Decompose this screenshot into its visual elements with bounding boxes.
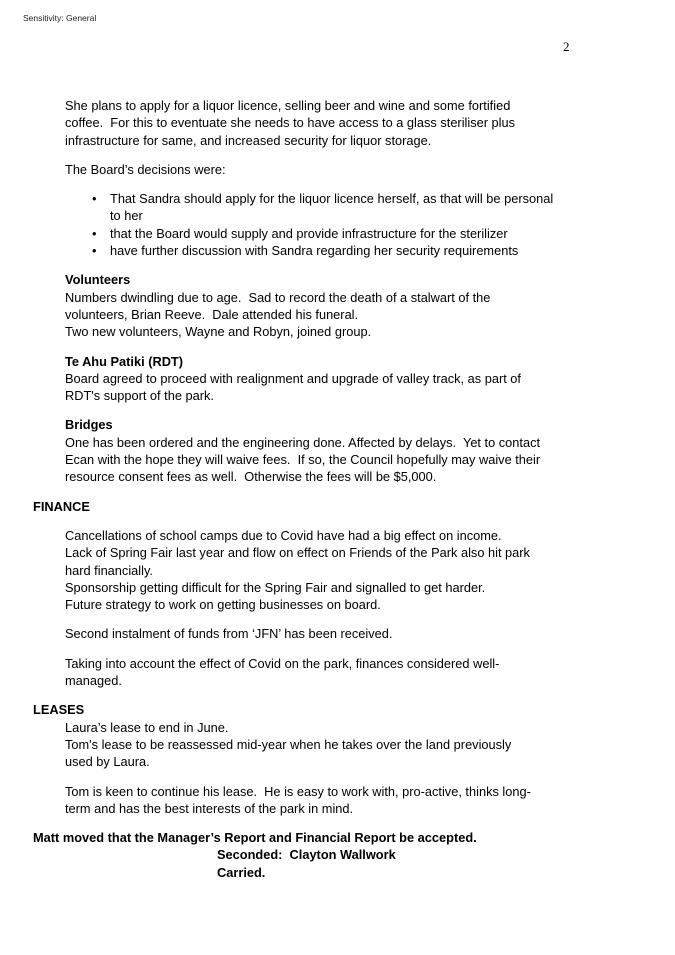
sensitivity-label: Sensitivity: General: [23, 13, 97, 23]
spacer: [33, 771, 653, 783]
text-line: used by Laura.: [65, 754, 150, 770]
motion-seconded-line: Seconded: Clayton Wallwork: [217, 847, 396, 863]
list-item-text: [110, 225, 653, 242]
text-line: have further discussion with Sandra regarding her security requirements: [110, 243, 519, 259]
section-heading-bridges: Bridges: [65, 417, 113, 433]
decision-bullet-list: [92, 190, 653, 259]
paragraph-finance-1: [65, 527, 653, 613]
section-te-ahu-patiki: [65, 353, 653, 405]
spacer: [33, 404, 653, 416]
list-item: [92, 225, 653, 242]
text-line: Board agreed to proceed with realignment and upgrade of valley track, as part of: [65, 370, 521, 386]
text-line: Ecan with the hope they will waive fees. If so, the Council hopefully may waive their: [65, 452, 541, 468]
spacer: [33, 515, 653, 527]
text-line: coffee. For this to eventuate she needs to have access to a glass steriliser plus: [65, 115, 516, 131]
paragraph-liquor-licence: [65, 97, 653, 149]
spacer: [33, 817, 653, 829]
text-line: That Sandra should apply for the liquor licence herself, as that will be personal: [110, 191, 554, 207]
section-bridges: [65, 416, 653, 485]
paragraph-finance-2: [65, 625, 653, 642]
paragraph-decisions-intro: [65, 161, 653, 178]
paragraph-leases-2: [65, 783, 653, 818]
text-line: Lack of Spring Fair last year and flow on effect on Friends of the Park also hit park: [65, 545, 530, 561]
text-line: infrastructure for same, and increased security for liquor storage.: [65, 132, 432, 148]
motion-block: [33, 829, 653, 881]
spacer: [33, 149, 653, 161]
text-line: RDT's support of the park.: [65, 388, 214, 404]
section-heading-finance: FINANCE: [33, 498, 90, 514]
text-line: Tom's lease to be reassessed mid-year when he takes over the land previously: [65, 736, 512, 752]
text-line: Cancellations of school camps due to Covid have had a big effect on income.: [65, 527, 502, 543]
motion-carried-line: Carried.: [217, 864, 266, 880]
text-line: volunteers, Brian Reeve. Dale attended his funeral.: [65, 306, 359, 322]
spacer: [33, 178, 653, 190]
list-item: [92, 190, 653, 225]
spacer: [33, 341, 653, 353]
list-item-text: [110, 242, 653, 259]
text-line: One has been ordered and the engineering done. Affected by delays. Yet to contact: [65, 434, 541, 450]
bullet-icon: •: [92, 191, 97, 207]
text-line: Laura’s lease to end in June.: [65, 719, 229, 735]
text-line: Two new volunteers, Wayne and Robyn, joined group.: [65, 324, 372, 340]
text-line: resource consent fees as well. Otherwise the fees will be $5,000.: [65, 469, 437, 485]
list-item: [92, 242, 653, 259]
spacer: [33, 613, 653, 625]
text-line: The Board’s decisions were:: [65, 161, 226, 177]
text-line: Sponsorship getting difficult for the Spring Fair and signalled to get harder.: [65, 579, 486, 595]
motion-moved-line: Matt moved that the Manager’s Report and Financial Report be accepted.: [33, 830, 477, 846]
text-line: Numbers dwindling due to age. Sad to record the death of a stalwart of the: [65, 289, 491, 305]
paragraph-finance-3: [65, 655, 653, 690]
text-line: to her: [110, 208, 143, 224]
text-line: Second instalment of funds from ‘JFN’ has been received.: [65, 626, 393, 642]
section-heading-volunteers: Volunteers: [65, 272, 131, 288]
spacer: [33, 259, 653, 271]
text-line: Taking into account the effect of Covid on the park, finances considered well-: [65, 655, 500, 671]
list-item-text: [110, 190, 653, 225]
section-volunteers: [65, 271, 653, 340]
text-line: managed.: [65, 673, 122, 689]
paragraph-leases-1: [65, 719, 653, 771]
spacer: [33, 486, 653, 498]
text-line: Future strategy to work on getting businesses on board.: [65, 597, 381, 613]
text-line: She plans to apply for a liquor licence, selling beer and wine and some fortified: [65, 98, 511, 113]
page-number: 2: [563, 39, 570, 54]
spacer: [33, 689, 653, 701]
text-line: Tom is keen to continue his lease. He is easy to work with, pro-active, thinks long-: [65, 783, 531, 799]
bullet-icon: •: [92, 225, 97, 241]
text-line: term and has the best interests of the park in mind.: [65, 800, 354, 816]
section-heading-te-ahu-patiki: Te Ahu Patiki (RDT): [65, 353, 184, 369]
spacer: [33, 643, 653, 655]
text-line: that the Board would supply and provide infrastructure for the sterilizer: [110, 225, 508, 241]
section-heading-leases: LEASES: [33, 702, 85, 718]
text-line: hard financially.: [65, 562, 153, 578]
document-content: [33, 97, 653, 881]
bullet-icon: •: [92, 243, 97, 259]
